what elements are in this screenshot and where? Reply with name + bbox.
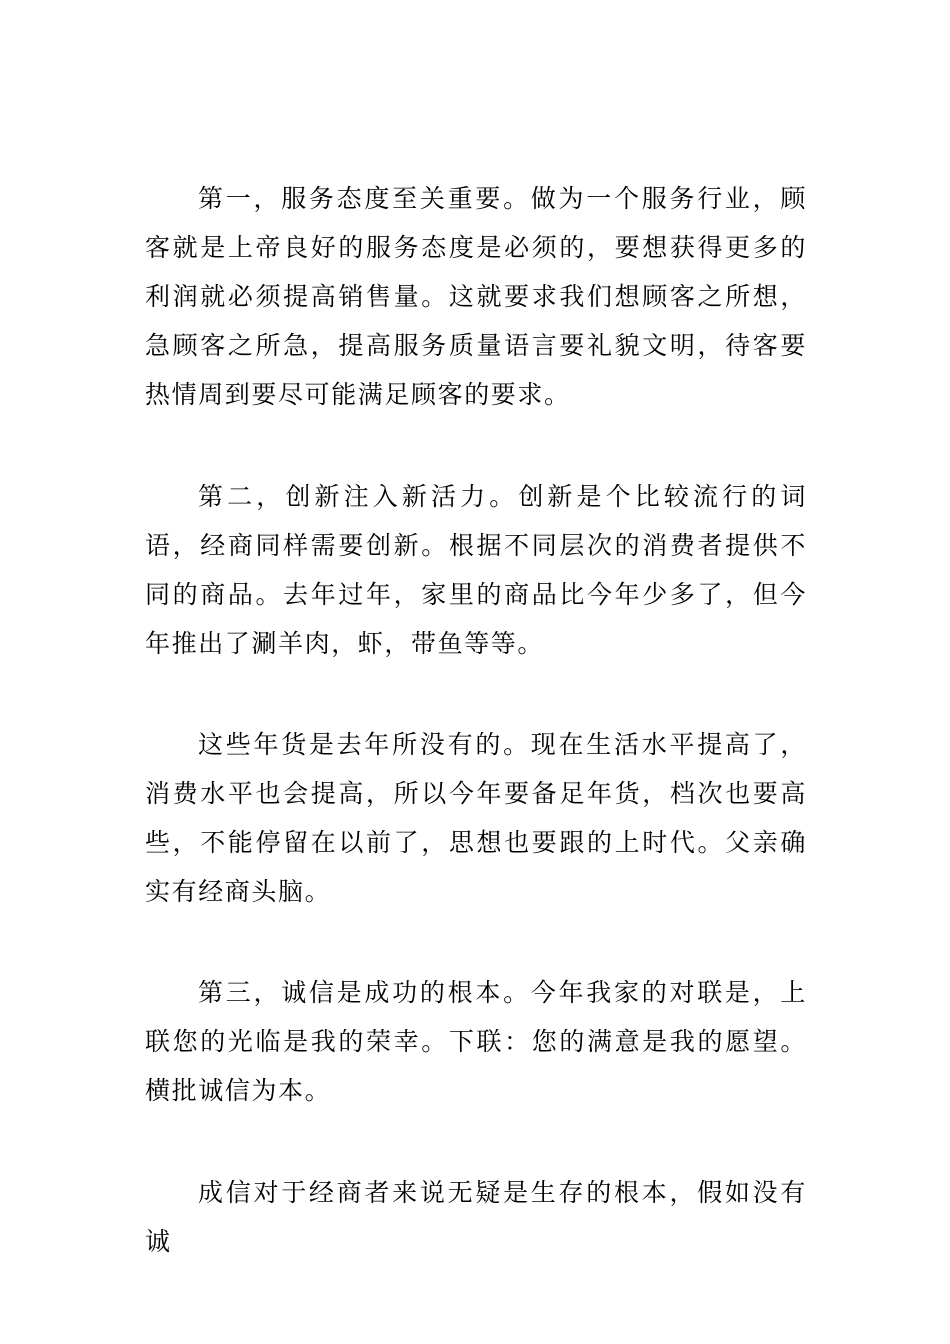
paragraph-service-attitude: 第一，服务态度至关重要。做为一个服务行业，顾客就是上帝良好的服务态度是必须的，要想获得更多的利润就必须提高销售量。这就要求我们想顾客之所想，急顾客之所急，提高服务质量语言要礼貌文明，待客要热情周到要尽可能满足顾客的要求。 (145, 184, 807, 409)
paragraph-integrity-continued: 成信对于经商者来说无疑是生存的根本，假如没有诚 (145, 1178, 807, 1256)
paragraph-new-year-goods: 这些年货是去年所没有的。现在生活水平提高了，消费水平也会提高，所以今年要备足年货，档次也要高些，不能停留在以前了，思想也要跟的上时代。父亲确实有经商头脑。 (145, 730, 807, 906)
paragraph-innovation: 第二，创新注入新活力。创新是个比较流行的词语，经商同样需要创新。根据不同层次的消费者提供不同的商品。去年过年，家里的商品比今年少多了，但今年推出了涮羊肉，虾，带鱼等等。 (145, 482, 807, 658)
paragraph-integrity: 第三，诚信是成功的根本。今年我家的对联是，上联您的光临是我的荣幸。下联：您的满意是我的愿望。横批诚信为本。 (145, 978, 807, 1105)
